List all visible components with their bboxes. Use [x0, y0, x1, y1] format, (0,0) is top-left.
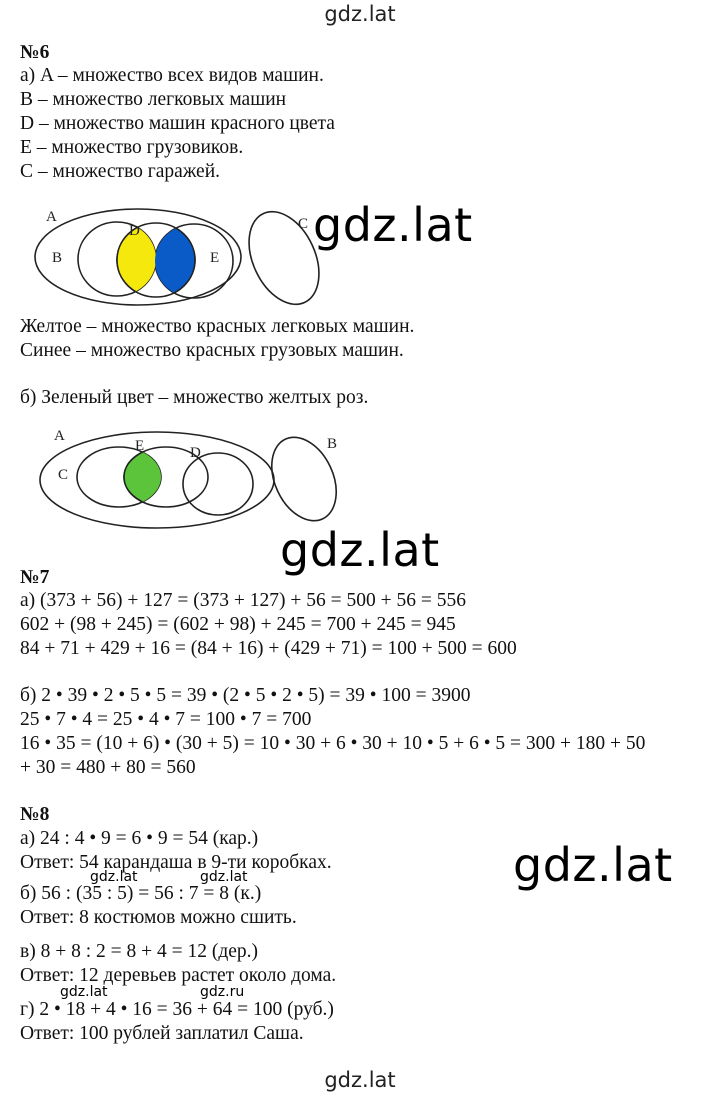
task8-line-6: Ответ: 12 деревьев растет около дома. — [20, 965, 337, 986]
task6-line-2: B – множество легковых машин — [20, 89, 287, 110]
task8-line-5: в) 8 + 8 : 2 = 8 + 4 = 12 (дер.) — [20, 941, 259, 962]
task7-line-4: б) 2 • 39 • 2 • 5 • 5 = 39 • (2 • 5 • 2 • 5) = 39 • 100 = 3900 — [20, 685, 471, 706]
venn-diagram-a — [20, 198, 340, 310]
watermark-big-2: gdz.lat — [280, 523, 440, 577]
label-a: A — [46, 209, 57, 225]
label-d: D — [129, 223, 140, 239]
task6-line-4: E – множество грузовиков. — [20, 137, 244, 158]
watermark-big-3: gdz.lat — [513, 838, 673, 892]
venn-diagram-b — [20, 422, 350, 532]
label-e-b: E — [135, 438, 145, 454]
task8-header: №8 — [20, 804, 50, 825]
label-e: E — [210, 250, 220, 266]
label-a-b: A — [54, 428, 65, 444]
label-b: B — [52, 250, 63, 266]
set-d-circle-b — [183, 453, 253, 515]
task8-line-1: а) 24 : 4 • 9 = 6 • 9 = 54 (кар.) — [20, 828, 259, 849]
label-c-b: C — [58, 467, 69, 483]
watermark-small-2: gdz.lat — [200, 869, 248, 885]
watermark-big-1: gdz.lat — [313, 198, 473, 252]
task7-line-5: 25 • 7 • 4 = 25 • 4 • 7 = 100 • 7 = 700 — [20, 709, 312, 730]
task8-line-3: б) 56 : (35 : 5) = 56 : 7 = 8 (к.) — [20, 883, 262, 904]
task8-line-7: г) 2 • 18 + 4 • 16 = 36 + 64 = 100 (руб.) — [20, 999, 334, 1020]
task6-after-a-1: Желтое – множество красных легковых машин. — [20, 316, 415, 337]
task6-line-3: D – множество машин красного цвета — [20, 113, 335, 134]
watermark-small-3: gdz.lat — [60, 984, 108, 1000]
label-d-b: D — [190, 445, 201, 461]
task8-line-8: Ответ: 100 рублей заплатил Саша. — [20, 1023, 304, 1044]
task6-b-line: б) Зеленый цвет – множество желтых роз. — [20, 387, 369, 408]
task8-line-4: Ответ: 8 костюмов можно сшить. — [20, 907, 297, 928]
task6-line-5: C – множество гаражей. — [20, 161, 221, 182]
task8-line-2: Ответ: 54 карандаша в 9-ти коробках. — [20, 852, 332, 873]
task7-line-3: 84 + 71 + 429 + 16 = (84 + 16) + (429 + 71) = 100 + 500 = 600 — [20, 638, 517, 659]
task7-line-2: 602 + (98 + 245) = (602 + 98) + 245 = 700 + 245 = 945 — [20, 614, 456, 635]
task6-header: №6 — [20, 42, 50, 63]
watermark-top: gdz.lat — [324, 2, 396, 26]
watermark-small-4: gdz.ru — [200, 984, 245, 1000]
task7-line-7: + 30 = 480 + 80 = 560 — [20, 757, 196, 778]
label-b-b: B — [327, 436, 338, 452]
task7-header: №7 — [20, 567, 50, 588]
watermark-small-1: gdz.lat — [90, 869, 138, 885]
task6-line-1: а) A – множество всех видов машин. — [20, 65, 324, 86]
task7-line-1: а) (373 + 56) + 127 = (373 + 127) + 56 = 500 + 56 = 556 — [20, 590, 466, 611]
task6-after-a-2: Синее – множество красных грузовых машин. — [20, 340, 404, 361]
label-c: C — [298, 216, 309, 232]
task7-line-6: 16 • 35 = (10 + 6) • (30 + 5) = 10 • 30 + 6 • 30 + 10 • 5 + 6 • 5 = 300 + 180 + 50 — [20, 733, 646, 754]
watermark-bottom: gdz.lat — [324, 1068, 396, 1092]
